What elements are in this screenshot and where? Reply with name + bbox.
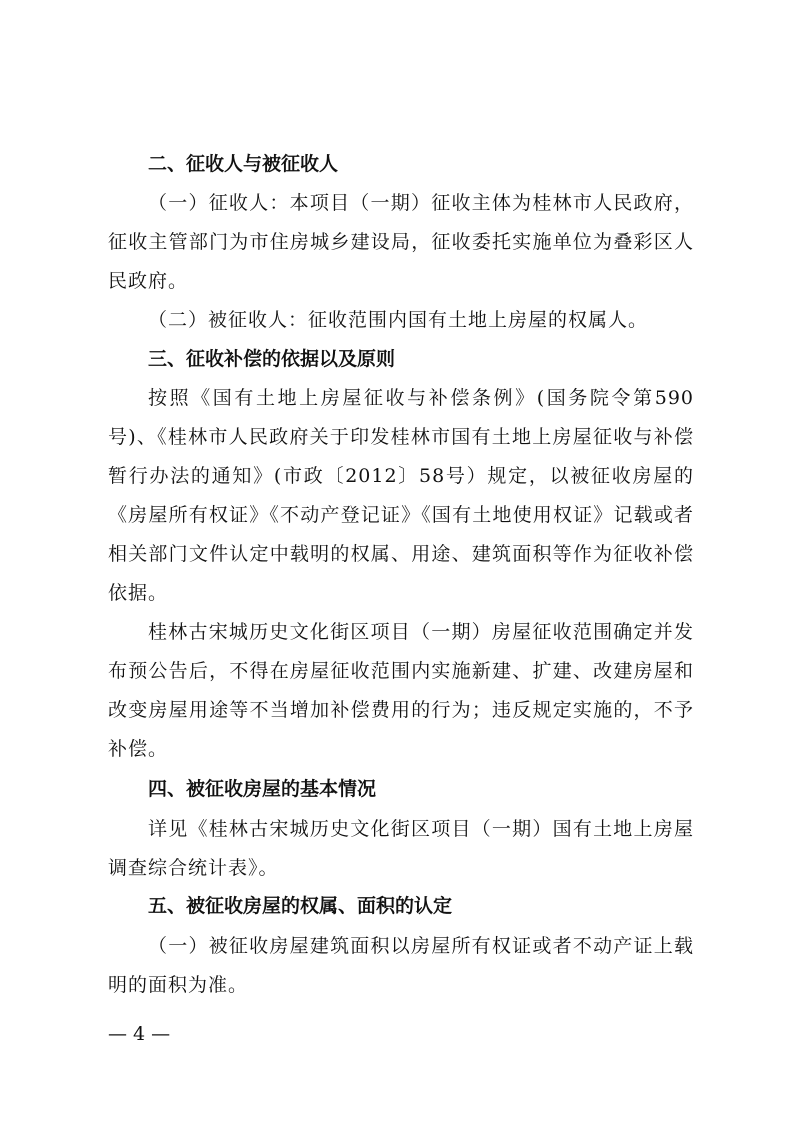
section-3-body: [108, 379, 694, 769]
section-heading-4: 四、被征收房屋的基本情况: [148, 778, 377, 800]
section-5-body: [108, 927, 694, 1005]
page-number: — 4 —: [108, 1023, 171, 1045]
paragraph-compensation-principle: 桂林古宋城历史文化街区项目（一期）房屋征收范围确定并发布预公告后，不得在房屋征收范围内实施新建、扩建、改建房屋和改变房屋用途等不当增加补偿费用的行为；违反规定实施的，不予补偿。: [108, 621, 694, 760]
paragraph-house-statistics: 详见《桂林古宋城历史文化街区项目（一期）国有土地上房屋调查综合统计表》。: [108, 818, 694, 879]
section-heading-2: 二、征收人与被征收人: [148, 153, 339, 175]
paragraph-expropriated-person: （二）被征收人：征收范围内国有土地上房屋的权属人。: [148, 309, 649, 331]
section-heading-3: 三、征收补偿的依据以及原则: [148, 348, 396, 370]
section-2-body: [108, 184, 694, 340]
section-4-body: [108, 810, 694, 888]
paragraph-collector: （一）征收人：本项目（一期）征收主体为桂林市人民政府，征收主管部门为市住房城乡建设局，征收委托实施单位为叠彩区人民政府。: [108, 192, 694, 292]
paragraph-compensation-basis: 按照《国有土地上房屋征收与补偿条例》(国务院令第590号)、《桂林市人民政府关于印发桂林市国有土地上房屋征收与补偿暂行办法的通知》(市政〔2012〕58号）规定，以被征收房屋的《房屋所有权证》《不动产登记证》《国有土地使用权证》记载或者相关部门文件认定中载明的权属、用途、建筑面积等作为征收补偿依据。: [108, 387, 694, 604]
paragraph-area-recognition: （一）被征收房屋建筑面积以房屋所有权证或者不动产证上载明的面积为准。: [108, 935, 694, 996]
section-heading-5: 五、被征收房屋的权属、面积的认定: [148, 895, 453, 917]
